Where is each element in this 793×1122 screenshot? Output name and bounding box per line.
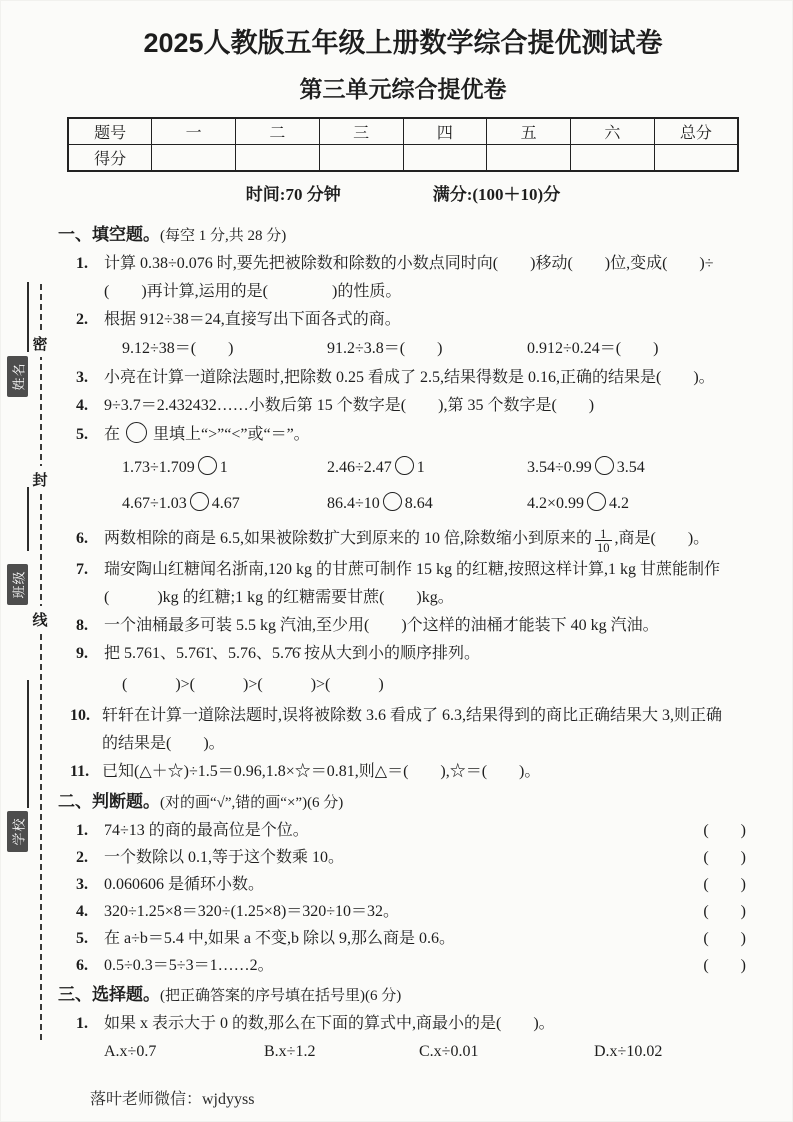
- seal-char-feng: 封: [31, 466, 49, 493]
- score-col-5: 五: [487, 118, 571, 145]
- question-5-pre: 在: [104, 426, 121, 443]
- section-2-heading: [58, 788, 748, 817]
- section-1-questions: [58, 250, 748, 786]
- judge-answer-parens: ( ): [703, 957, 746, 974]
- school-label-box: 学校: [7, 811, 28, 852]
- comparison-item: 4.67÷1.03 4.67: [122, 486, 327, 522]
- question-number: 4.: [76, 397, 88, 414]
- paper-title: 2025人教版五年级上册数学综合提优测试卷: [143, 28, 663, 58]
- question-6-pre: 两数相除的商是 6.5,如果被除数扩大到原来的 10 倍,除数缩小到原来的: [104, 530, 593, 547]
- score-cell-empty: [152, 145, 236, 172]
- class-label-box: 班级: [7, 564, 28, 605]
- question-number: 7.: [76, 561, 88, 578]
- teacher-wechat-footer: 落叶老师微信：wjdyyss: [90, 1091, 255, 1108]
- question-2-answers: [76, 334, 748, 364]
- question-9-answer-row: ( )>( )>( )>( ): [122, 676, 384, 693]
- score-row-label: 得分: [68, 145, 152, 172]
- section-3-note: (把正确答案的序号填在括号里)(6 分): [160, 988, 402, 1004]
- question-number: 6.: [76, 530, 88, 547]
- question-2-item-2: 91.2÷3.8＝( ): [327, 340, 443, 357]
- score-col-3: 三: [319, 118, 403, 145]
- score-col-2: 二: [236, 118, 320, 145]
- question-number: 2.: [76, 311, 88, 328]
- name-write-line: [27, 282, 29, 352]
- compare-circle-icon: [595, 456, 614, 475]
- judge-row: 6. 0.5÷0.3＝5÷3＝1……2。 ( ): [58, 952, 748, 979]
- score-cell-empty: [403, 145, 487, 172]
- comparison-item: 4.2×0.99 4.2: [527, 486, 748, 522]
- score-col-1: 一: [152, 118, 236, 145]
- question-8: [76, 612, 748, 640]
- question-2: [76, 306, 748, 334]
- question-11-text: 已知(△＋☆)÷1.5＝0.96,1.8×☆＝0.81,则△＝( ),☆＝( )。: [102, 763, 541, 780]
- question-4-text: 9÷3.7＝2.432432……小数后第 15 个数字是( ),第 35 个数字是( ): [104, 397, 595, 414]
- question-2-text: 根据 912÷38＝24,直接写出下面各式的商。: [104, 311, 401, 328]
- question-number: 9.: [76, 645, 88, 662]
- question-7: [76, 556, 748, 612]
- score-table: [67, 117, 739, 172]
- full-score: 满分:(100＋10)分: [432, 185, 561, 204]
- question-1-line-2: ( )再计算,运用的是( )的性质。: [104, 283, 402, 300]
- comparison-item: 86.4÷10 8.64: [327, 486, 527, 522]
- question-1: [76, 250, 748, 306]
- section-2-title: 二、判断题。: [58, 792, 160, 811]
- meta-line: [58, 182, 748, 208]
- question-10-line-2: 的结果是( )。: [102, 735, 225, 752]
- score-cell-empty: [236, 145, 320, 172]
- choice-question-1-text: 如果 x 表示大于 0 的数,那么在下面的算式中,商最小的是( )。: [104, 1015, 555, 1032]
- compare-circle-icon: [190, 492, 209, 511]
- paper-content: [58, 26, 748, 1109]
- section-2-note: (对的画“√”,错的画“×”)(6 分): [160, 795, 344, 811]
- section-2-questions: [58, 817, 748, 979]
- question-10: [70, 702, 748, 758]
- score-table-header-row: [68, 118, 738, 145]
- question-3: [76, 364, 748, 392]
- seal-dashed-line: [40, 284, 42, 1040]
- seal-char-mi: 密: [31, 330, 49, 357]
- section-1-note: (每空 1 分,共 28 分): [160, 228, 287, 244]
- judge-answer-parens: ( ): [703, 849, 746, 866]
- question-number: 10.: [70, 707, 90, 724]
- score-cell-empty: [571, 145, 655, 172]
- compare-circle-icon: [395, 456, 414, 475]
- section-1-title: 一、填空题。: [58, 225, 160, 244]
- question-7-line-2: ( )kg 的红糖;1 kg 的红糖需要甘蔗( )kg。: [104, 589, 454, 606]
- question-number: 1.: [76, 1015, 88, 1032]
- question-4: [76, 392, 748, 420]
- question-3-text: 小亮在计算一道除法题时,把除数 0.25 看成了 2.5,结果得数是 0.16,正确的结果是( )。: [104, 369, 715, 386]
- judge-row: 5. 在 a÷b＝5.4 中,如果 a 不变,b 除以 9,那么商是 0.6。 ( ): [58, 925, 748, 952]
- question-7-line-1: 瑞安陶山红糖闻名浙南,120 kg 的甘蔗可制作 15 kg 的红糖,按照这样计算,1 kg 甘蔗能制作: [104, 561, 721, 578]
- question-10-line-1: 轩轩在计算一道除法题时,误将被除数 3.6 看成了 6.3,结果得到的商比正确结果大 3,则正确: [102, 707, 723, 724]
- question-11: [70, 758, 748, 786]
- fraction-one-tenth: $\frac{1}{10}$: [597, 527, 610, 555]
- question-number: 1.: [76, 255, 88, 272]
- section-1-heading: [58, 221, 748, 250]
- section-3-heading: [58, 981, 748, 1010]
- judge-answer-parens: ( ): [703, 822, 746, 839]
- option-d: D.x÷10.02: [594, 1043, 663, 1060]
- question-6: [76, 522, 748, 556]
- compare-circle-icon: [126, 422, 147, 443]
- score-table-score-row: [68, 145, 738, 172]
- question-1-line-1: 计算 0.38÷0.076 时,要先把被除数和除数的小数点同时向( )移动( )位,变成( )÷: [104, 255, 714, 272]
- score-cell-empty: [487, 145, 571, 172]
- judge-answer-parens: ( ): [703, 930, 746, 947]
- question-5: [76, 420, 748, 450]
- compare-circle-icon: [198, 456, 217, 475]
- judge-row: 4. 320÷1.25×8＝320÷(1.25×8)＝320÷10＝32。 ( ): [58, 898, 748, 925]
- question-8-text: 一个油桶最多可装 5.5 kg 汽油,至少用( )个这样的油桶才能装下 40 kg 汽油。: [104, 617, 659, 634]
- question-9: [76, 640, 748, 668]
- class-write-line: [27, 487, 29, 551]
- comparison-item: 1.73÷1.709 1: [122, 450, 327, 486]
- score-col-label: 题号: [68, 118, 152, 145]
- choice-options-row: [58, 1038, 748, 1066]
- comparison-item: 2.46÷2.47 1: [327, 450, 527, 486]
- option-c: C.x÷0.01: [419, 1043, 479, 1060]
- judge-answer-parens: ( ): [703, 876, 746, 893]
- question-9-text: 把 5.761、5.76̇1̇、5.76、5.7̇6̇ 按从大到小的顺序排列。: [104, 645, 481, 662]
- judge-row: 2. 一个数除以 0.1,等于这个数乘 10。 ( ): [58, 844, 748, 871]
- judge-row: 3. 0.060606 是循环小数。 ( ): [58, 871, 748, 898]
- option-a: A.x÷0.7: [104, 1043, 157, 1060]
- comparison-item: 3.54÷0.99 3.54: [527, 450, 748, 486]
- compare-circle-icon: [383, 492, 402, 511]
- question-5-post: 里填上“>”“<”或“＝”。: [153, 426, 310, 443]
- question-6-post: ,商是( )。: [614, 530, 710, 547]
- comparison-grid: [76, 450, 748, 522]
- score-cell-empty: [654, 145, 738, 172]
- judge-answer-parens: ( ): [703, 903, 746, 920]
- school-write-line: [27, 680, 29, 808]
- question-number: 3.: [76, 369, 88, 386]
- question-number: 11.: [70, 763, 90, 780]
- question-2-item-3: 0.912÷0.24＝( ): [527, 340, 659, 357]
- compare-circle-icon: [587, 492, 606, 511]
- question-number: 5.: [76, 426, 88, 443]
- question-number: 8.: [76, 617, 88, 634]
- time-limit: 时间:70 分钟: [245, 185, 341, 204]
- seal-char-xian: 线: [31, 606, 49, 633]
- question-2-item-1: 9.12÷38＝( ): [122, 340, 234, 357]
- judge-row: 1. 74÷13 的商的最高位是个位。 ( ): [58, 817, 748, 844]
- score-col-4: 四: [403, 118, 487, 145]
- name-label-box: 姓名: [7, 356, 28, 397]
- section-3-questions: [58, 1010, 748, 1038]
- section-3-title: 三、选择题。: [58, 985, 160, 1004]
- option-b: B.x÷1.2: [264, 1043, 316, 1060]
- choice-question-1: [76, 1010, 748, 1038]
- score-col-total: 总分: [654, 118, 738, 145]
- score-col-6: 六: [571, 118, 655, 145]
- paper-subtitle: 第三单元综合提优卷: [299, 76, 507, 102]
- score-cell-empty: [319, 145, 403, 172]
